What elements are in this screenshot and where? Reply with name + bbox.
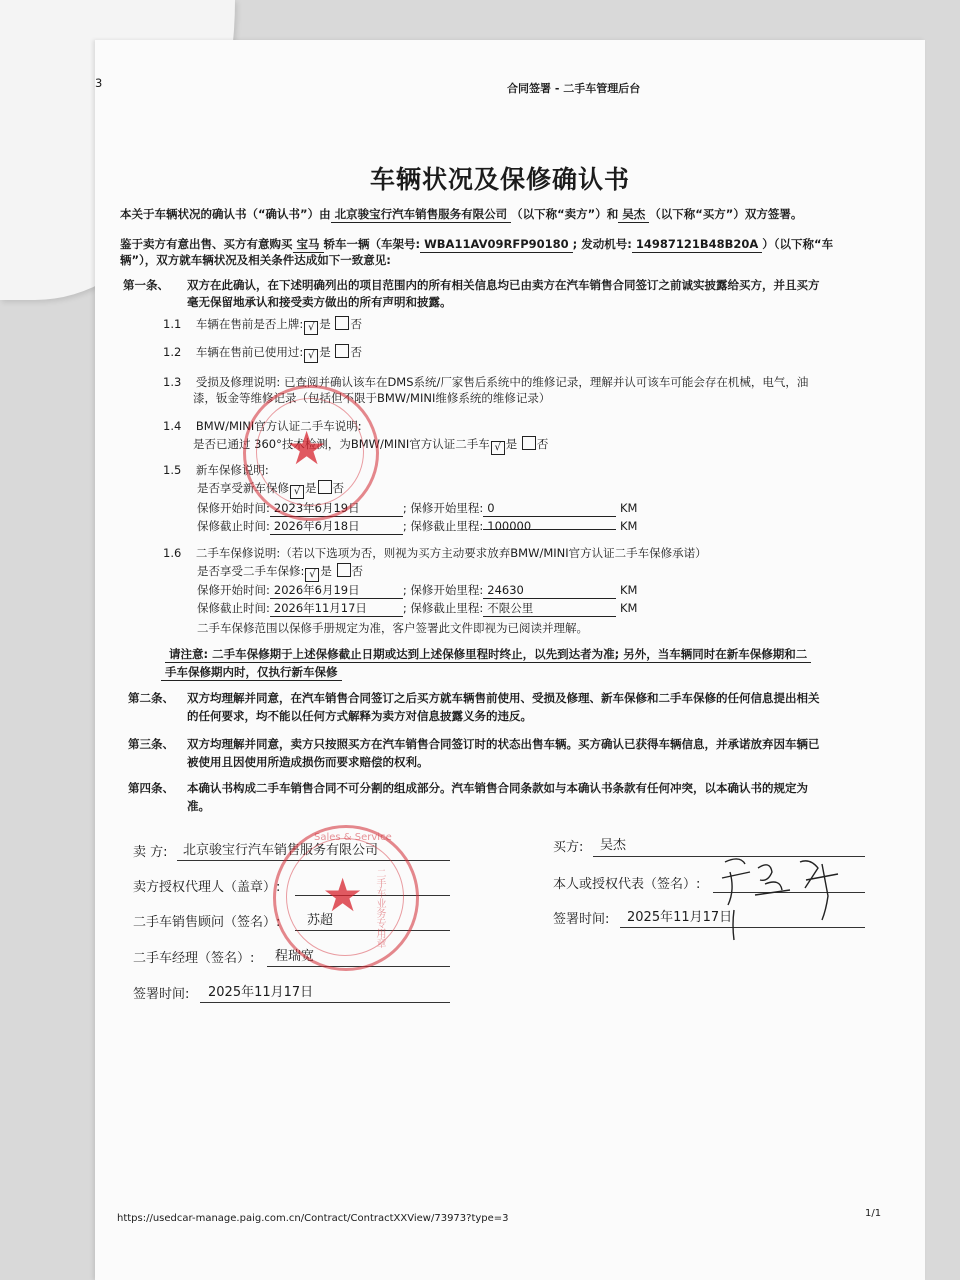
item-1-5-choice: 是否享受新车保修 √ 是 否 [197, 481, 344, 497]
seal-star-icon: ★ [322, 868, 364, 922]
article-1-text-1: 双方在此确认，在下述明确列出的项目范围内的所有相关信息均已由卖方在汽车销售合同签订之前诚实披露给买方，并且买方 [187, 278, 820, 292]
item-1-6-note: 二手车保修范围以保修手册规定为准，客户签署此文件即视为已阅读并理解。 [197, 621, 588, 635]
page-corner-number: 3 [95, 76, 103, 90]
intro-line-2: 鉴于卖方有意出售、买方有意购买 宝马 轿车一辆（车架号: WBA11AV09RFP90180 ; 发动机号: 14987121B48B20A ）（以下称“车 [120, 237, 834, 251]
item-1-6-end: 保修截止时间: 2026年11月17日 ; 保修截止里程: 不限公里 KM [197, 601, 638, 615]
company-seal-lower: Sales & Service ★ 二手车业务专用章 [273, 825, 419, 971]
buyer-value: 吴杰 [600, 838, 627, 853]
item-1-1: 1.1 车辆在售前是否上牌: √ 是 否 [163, 317, 362, 333]
seller-value: 北京骏宝行汽车销售服务有限公司 [183, 843, 379, 858]
article-2-label: 第二条、 [128, 691, 174, 705]
buyer-date-label: 签署时间: [553, 912, 610, 927]
item-1-6-choice: 是否享受二手车保修: √ 是 否 [197, 564, 364, 580]
article-4-text-1: 本确认书构成二手车销售合同不可分割的组成部分。汽车销售合同条款如与本确认书条款有任何冲突，以本确认书的规定为 [187, 781, 808, 795]
checkbox-checked: √ [491, 441, 505, 455]
item-1-5: 1.5 新车保修说明: [163, 463, 269, 477]
article-2-text-2: 的任何要求，均不能以任何方式解释为卖方对信息披露义务的违反。 [187, 709, 532, 723]
article-3-label: 第三条、 [128, 737, 174, 751]
background-page-text [0, 49, 83, 251]
agent-label: 卖方授权代理人（盖章）: [133, 880, 281, 895]
system-title: 合同签署 - 二手车管理后台 [507, 82, 641, 95]
intro-line-3: 辆”），双方就车辆状况及相关条件达成如下一致意见: [120, 253, 391, 267]
item-1-3: 1.3 受损及修理说明: 已查阅并确认该车在DMS系统/厂家售后系统中的维修记录，理解并认可该车可能会存在机械，电气，油 [163, 375, 809, 389]
document-title: 车辆状况及保修确认书 [370, 165, 631, 194]
company-seal-upper [243, 385, 379, 521]
checkbox-unchecked [337, 563, 351, 577]
notice-line-1: 请注意: 二手车保修期于上述保修截止日期或达到上述保修里程时终止，以先到达者为准; 另外，当车辆同时在新车保修期和二 [165, 646, 811, 663]
seal-star-icon: ★ [286, 421, 328, 475]
notice-line-2: 手车保修期内时，仅执行新车保修 [161, 664, 342, 681]
contract-sheet [95, 40, 925, 1280]
checkbox-checked: √ [304, 321, 318, 335]
article-4-text-2: 准。 [187, 799, 210, 813]
article-1-label: 第一条、 [123, 278, 169, 292]
footer-url: https://usedcar-manage.paig.com.cn/Contract/ContractXXView/73973?type=3 [117, 1213, 509, 1224]
article-2-text-1: 双方均理解并同意，在汽车销售合同签订之后买方就车辆售前使用、受损及修理、新车保修和二手车保修的任何信息提出相关 [187, 691, 820, 705]
seller-date-underline [200, 1002, 450, 1003]
seller-date-label: 签署时间: [133, 987, 190, 1002]
vin-field: WBA11AV09RFP90180 [420, 236, 573, 253]
item-1-6-start: 保修开始时间: 2026年6月19日 ; 保修开始里程: 24630 KM [197, 583, 638, 597]
item-1-2: 1.2 车辆在售前已使用过: √ 是 否 [163, 345, 362, 361]
seller-label: 卖 方: [133, 845, 168, 860]
checkbox-unchecked [522, 436, 536, 450]
article-3-text-2: 被使用且因使用所造成损伤而要求赔偿的权利。 [187, 755, 429, 769]
article-3-text-1: 双方均理解并同意，卖方只按照买方在汽车销售合同签订时的状态出售车辆。买方确认已获得车辆信息，并承诺放弃因车辆已 [187, 737, 820, 751]
checkbox-checked: √ [305, 568, 319, 582]
item-1-4-cont: 是否已通过 360°技术检测，为BMW/MINI官方认证二手车 √ 是 否 [193, 437, 549, 453]
checkbox-checked: √ [290, 485, 304, 499]
consultant-value: 苏超 [307, 913, 334, 928]
buyer-name-field: 吴杰 [618, 206, 649, 223]
buyer-rep-label: 本人或授权代表（签名）: [553, 877, 701, 892]
manager-value: 程瑞宽 [275, 949, 315, 964]
buyer-date-value: 2025年11月17日 [627, 910, 733, 925]
checkbox-unchecked [335, 316, 349, 330]
article-4-label: 第四条、 [128, 781, 174, 795]
seller-name-field: 北京骏宝行汽车销售服务有限公司 [331, 206, 512, 223]
checkbox-unchecked [335, 344, 349, 358]
checkbox-checked: √ [304, 349, 318, 363]
article-1-text-2: 毫无保留地承认和接受卖方做出的所有声明和披露。 [187, 295, 452, 309]
handwritten-signature [710, 850, 860, 945]
item-1-4: 1.4 BMW/MINI官方认证二手车说明: [163, 419, 362, 433]
footer-page-number: 1/1 [865, 1208, 882, 1219]
engine-field: 14987121B48B20A [632, 236, 762, 253]
item-1-5-end: 保修截止时间: 2026年6月18日 ; 保修截止里程: 100000 KM [197, 519, 638, 533]
item-1-3-cont: 漆，钣金等维修记录（包括但不限于BMW/MINI维修系统的维修记录） [193, 391, 551, 405]
seller-date-value: 2025年11月17日 [208, 985, 314, 1000]
item-1-6: 1.6 二手车保修说明:（若以下选项为否，则视为买方主动要求放弃BMW/MINI官方认证二手车保修承诺） [163, 546, 707, 560]
buyer-label: 买方: [553, 840, 584, 855]
consultant-label: 二手车销售顾问（签名）: [133, 915, 281, 930]
intro-line-1: 本关于车辆状况的确认书（“确认书”）由 北京骏宝行汽车销售服务有限公司 （以下称“卖方”）和 吴杰 （以下称“买方”）双方签署。 [120, 207, 803, 221]
manager-label: 二手车经理（签名）: [133, 951, 255, 966]
item-1-5-start: 保修开始时间: 2023年6月19日 ; 保修开始里程: 0 KM [197, 501, 638, 515]
